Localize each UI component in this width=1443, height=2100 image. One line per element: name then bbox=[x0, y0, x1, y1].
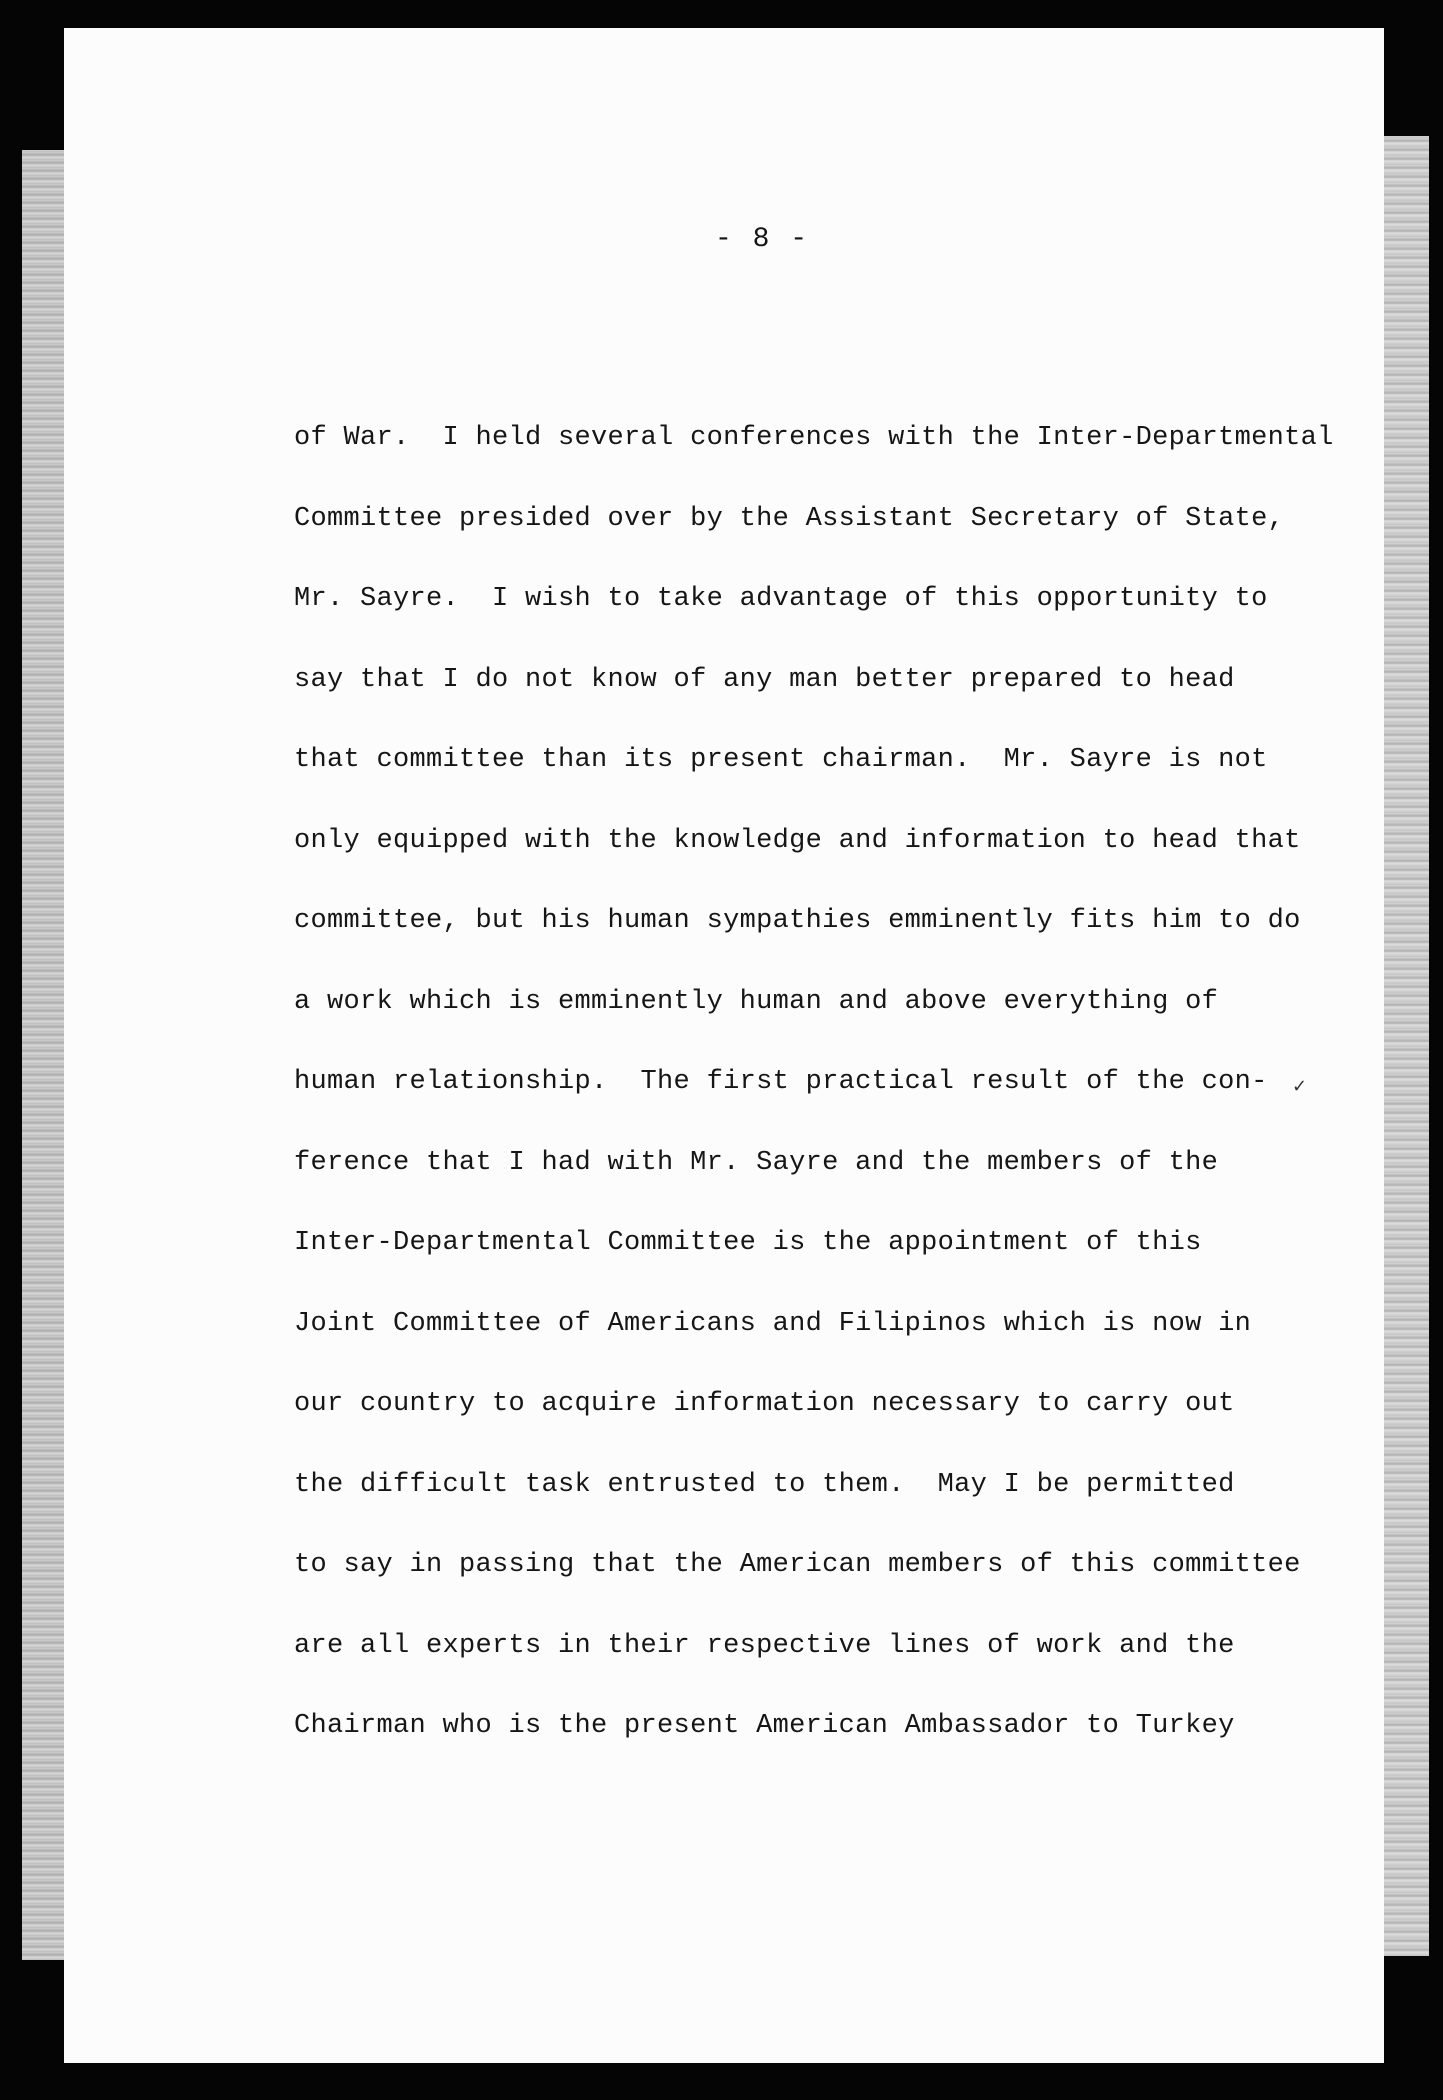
text-line: committee, but his human sympathies emminently fits him to do bbox=[294, 906, 1301, 936]
text-line: that committee than its present chairman. Mr. Sayre is not bbox=[294, 745, 1268, 775]
text-line: only equipped with the knowledge and information to head that bbox=[294, 825, 1301, 856]
text-line: ference that I had with Mr. Sayre and the members of the bbox=[294, 1147, 1219, 1178]
page-number: - 8 - bbox=[714, 224, 809, 255]
text-line: a work which is emminently human and above everything of bbox=[294, 986, 1219, 1017]
text-line: Mr. Sayre. I wish to take advantage of this opportunity to bbox=[294, 584, 1268, 614]
margin-tick-mark: ✓ bbox=[1292, 1076, 1308, 1097]
text-line: Inter-Departmental Committee is the appointment of this bbox=[294, 1228, 1202, 1258]
text-line: Chairman who is the present American Ambassador to Turkey bbox=[294, 1711, 1235, 1741]
text-line: to say in passing that the American members of this committee bbox=[294, 1550, 1301, 1580]
text-line: Joint Committee of Americans and Filipinos which is now in bbox=[294, 1308, 1252, 1339]
text-line: of War. I held several conferences with the Inter-Departmental bbox=[294, 423, 1334, 453]
text-line: our country to acquire information necessary to carry out bbox=[294, 1389, 1235, 1419]
text-line: human relationship. The first practical result of the con- bbox=[294, 1067, 1268, 1097]
text-line: are all experts in their respective lines of work and the bbox=[294, 1630, 1235, 1661]
typewritten-page bbox=[64, 28, 1384, 2063]
text-line: say that I do not know of any man better prepared to head bbox=[294, 664, 1235, 695]
text-line: Committee presided over by the Assistant Secretary of State, bbox=[294, 503, 1285, 534]
body-text bbox=[294, 418, 1394, 1787]
text-line: the difficult task entrusted to them. May I be permitted bbox=[294, 1469, 1235, 1500]
